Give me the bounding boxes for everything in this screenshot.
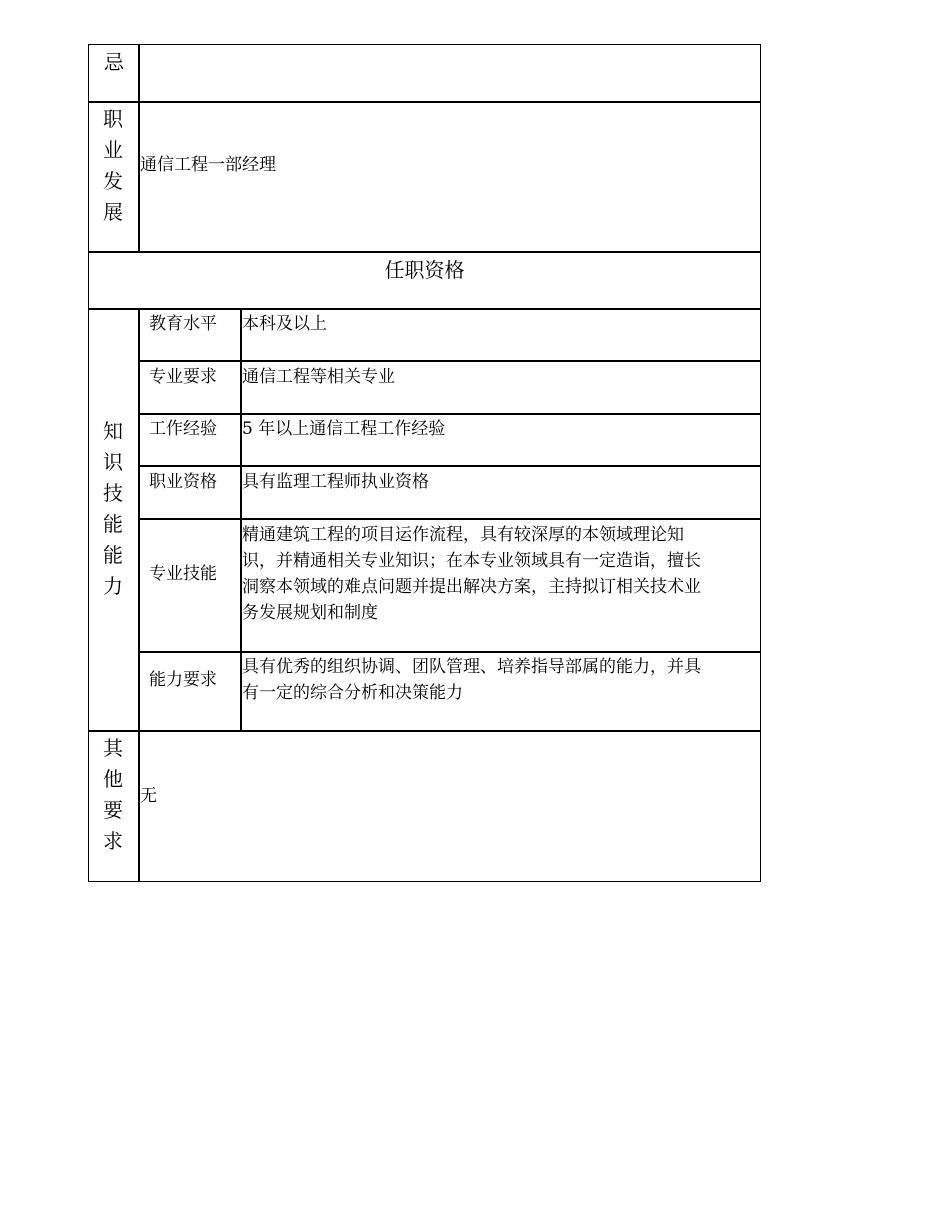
- col-divider-main-top: [138, 44, 140, 252]
- skill-value-line: 精通建筑工程的项目运作流程，具有较深厚的本领域理论知: [242, 525, 684, 545]
- row-divider-taboo-career: [88, 101, 761, 103]
- other-label-char: 他: [103, 767, 123, 791]
- education-value: 本科及以上: [242, 314, 327, 334]
- major-label: 专业要求: [149, 367, 217, 387]
- row-divider-title-knowledge: [88, 308, 761, 310]
- row-divider-exp-cert: [139, 465, 761, 467]
- career-label-char: 展: [103, 200, 123, 224]
- knowledge-label-char: 识: [103, 450, 123, 474]
- skill-value-line: 务发展规划和制度: [242, 603, 378, 623]
- ability-value-line: 具有优秀的组织协调、团队管理、培养指导部属的能力，并具: [242, 657, 701, 677]
- qualifications-title: 任职资格: [384, 258, 465, 282]
- row-divider-knowledge-other: [88, 730, 761, 732]
- skill-label: 专业技能: [149, 564, 217, 584]
- row-divider-major-exp: [139, 413, 761, 415]
- row-divider-career-title: [88, 251, 761, 253]
- knowledge-label-char: 技: [103, 481, 123, 505]
- other-label-char: 求: [103, 829, 123, 853]
- skill-value: [242, 522, 757, 626]
- knowledge-label-char: 能: [103, 512, 123, 536]
- col-divider-main-other: [138, 730, 140, 882]
- ability-value: [242, 654, 757, 706]
- other-label-char: 其: [103, 736, 123, 760]
- career-label-char: 职: [103, 107, 123, 131]
- ability-value-line: 有一定的综合分析和决策能力: [242, 683, 463, 703]
- career-label-char: 发: [103, 169, 123, 193]
- knowledge-label: [88, 416, 138, 602]
- other-label-char: 要: [103, 798, 123, 822]
- career-label-char: 业: [103, 138, 123, 162]
- row-divider-edu-major: [139, 360, 761, 362]
- row-divider-cert-skill: [139, 518, 761, 520]
- skill-value-line: 识，并精通相关专业知识；在本专业领域具有一定造诣，擅长: [242, 551, 701, 571]
- other-label: [88, 733, 138, 857]
- career-value: 通信工程一部经理: [140, 155, 276, 175]
- knowledge-label-char: 力: [103, 574, 123, 598]
- ability-label: 能力要求: [149, 670, 217, 690]
- knowledge-label-char: 能: [103, 543, 123, 567]
- skill-value-line: 洞察本领域的难点问题并提出解决方案，主持拟订相关技术业: [242, 577, 701, 597]
- education-label: 教育水平: [149, 314, 217, 334]
- certification-label: 职业资格: [149, 472, 217, 492]
- certification-value: 具有监理工程师执业资格: [242, 472, 429, 492]
- major-value: 通信工程等相关专业: [242, 367, 395, 387]
- other-value: 无: [140, 786, 157, 806]
- experience-value: 5 年以上通信工程工作经验: [242, 419, 446, 439]
- knowledge-label-char: 知: [103, 419, 123, 443]
- experience-label: 工作经验: [149, 419, 217, 439]
- taboo-label: 忌: [104, 50, 124, 74]
- career-label: [88, 104, 138, 228]
- col-divider-main-knowledge: [138, 308, 140, 731]
- row-divider-skill-ability: [139, 651, 761, 653]
